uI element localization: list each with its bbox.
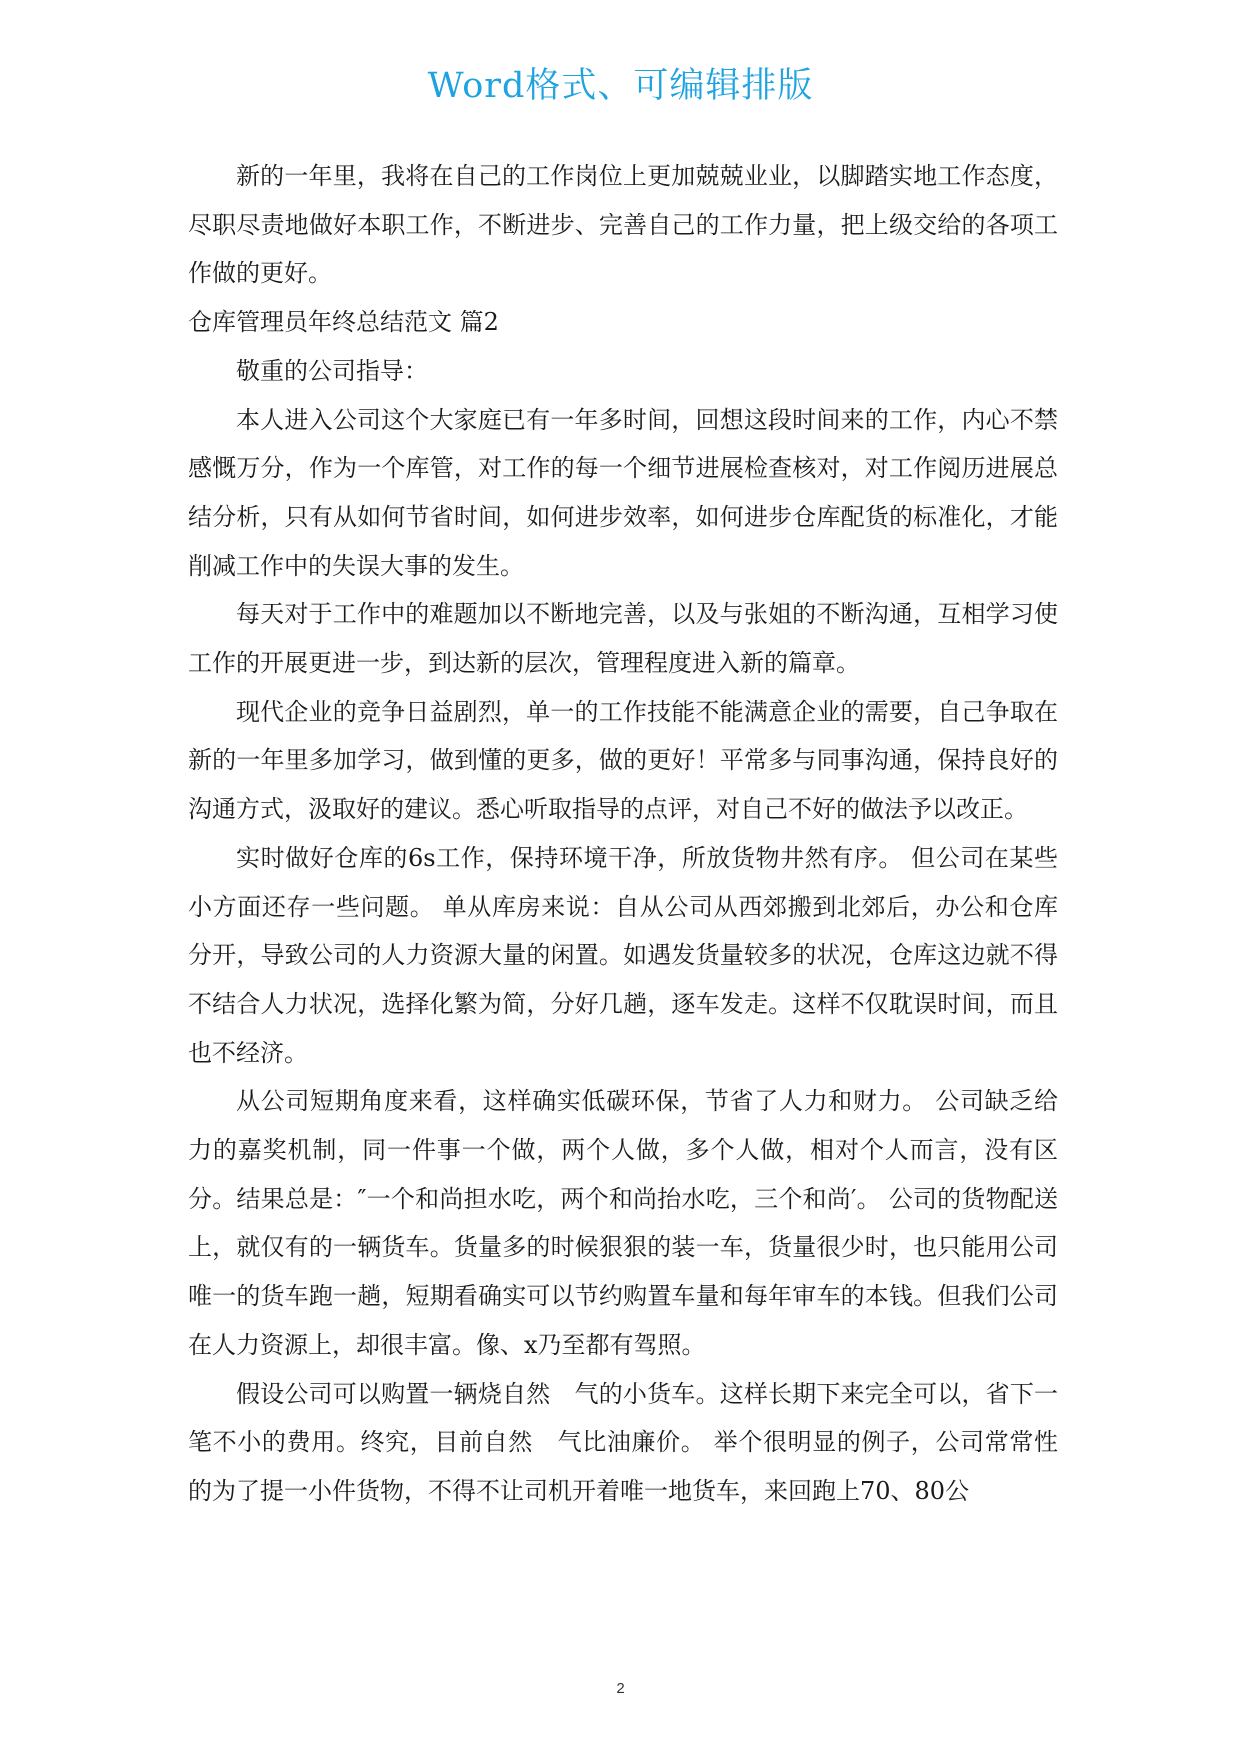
page-header-title: Word格式、可编辑排版	[427, 66, 814, 106]
paragraph-proposal: 假设公司可以购置一辆烧自然 气的小货车。这样长期下来完全可以，省下一笔不小的费用。终究，目前自然 气比油廉价。 举个很明显的例子，公司常常性的为了提一小件货物，不得不让司机开着唯一地货车，来回跑上70、80公	[188, 1379, 1058, 1505]
document-body	[188, 152, 1058, 1516]
paragraph-6s-work: 实时做好仓库的6s工作，保持环境干净，所放货物井然有序。 但公司在某些小方面还存一些问题。 单从库房来说：自从公司从西郊搬到北郊后，办公和仓库分开，导致公司的人力资源大量的闲置。如遇发货量较多的状况，仓库这边就不得不结合人力状况，选择化繁为简，分好几趟，逐车发走。这样不仅耽误时间，而且也不经济。	[188, 843, 1058, 1067]
paragraph-competition: 现代企业的竞争日益剧烈，单一的工作技能不能满意企业的需要，自己争取在新的一年里多加学习，做到懂的更多，做的更好！平常多与同事沟通，保持良好的沟通方式，汲取好的建议。悉心听取指导的点评，对自己不好的做法予以改正。	[188, 697, 1058, 824]
paragraph-introduction: 本人进入公司这个大家庭已有一年多时间，回想这段时间来的工作，内心不禁感慨万分，作为一个库管，对工作的每一个细节进展检查核对，对工作阅历进展总结分析，只有从如何节省时间，如何进步效率，如何进步仓库配货的标准化，才能削减工作中的失误大事的发生。	[188, 405, 1058, 580]
paragraph-short-term: 从公司短期角度来看，这样确实低碳环保，节省了人力和财力。 公司缺乏给力的嘉奖机制，同一件事一个做，两个人做，多个人做，相对个人而言，没有区分。结果总是：″一个和尚担水吃，两个和尚抬水吃，三个和尚′。 公司的货物配送上，就仅有的一辆货车。货量多的时候狠狠的装一车，货量很少时，也只能用公司唯一的货车跑一趟，短期看确实可以节约购置车量和每年审车的本钱。但我们公司在人力资源上，却很丰富。像、x乃至都有驾照。	[188, 1087, 1058, 1359]
paragraph-daily-work: 每天对于工作中的难题加以不断地完善，以及与张姐的不断沟通，互相学习使工作的开展更进一步，到达新的层次，管理程度进入新的篇章。	[188, 600, 1058, 678]
salutation: 敬重的公司指导：	[236, 356, 428, 385]
paragraph-resolution: 新的一年里，我将在自己的工作岗位上更加兢兢业业，以脚踏实地工作态度，尽职尽责地做好本职工作，不断进步、完善自己的工作力量，把上级交给的各项工作做的更好。	[188, 162, 1058, 288]
page-number: 2	[616, 1680, 625, 1697]
section-title: 仓库管理员年终总结范文 篇2	[188, 308, 499, 337]
